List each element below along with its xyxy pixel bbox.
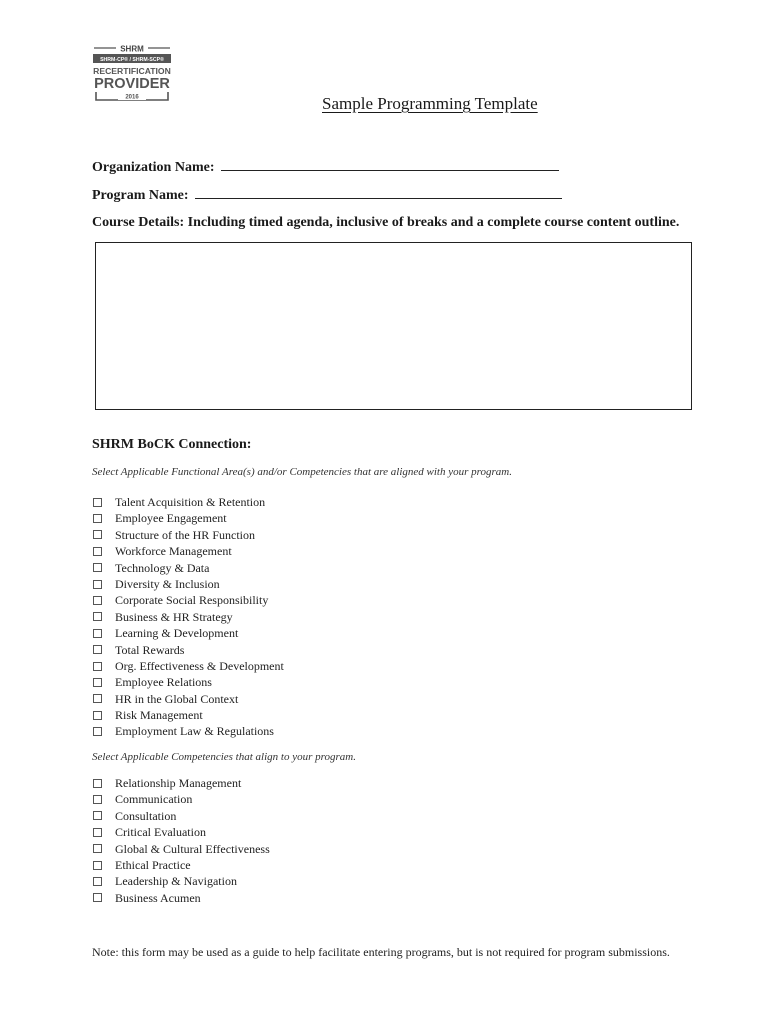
functional-area-item <box>92 625 284 641</box>
logo-provider-text: PROVIDER <box>94 76 170 92</box>
organization-name-field <box>92 158 559 176</box>
checkbox[interactable] <box>93 678 102 687</box>
checkbox[interactable] <box>93 844 102 853</box>
logo-shrm-text: SHRM <box>120 44 144 54</box>
page-title: Sample Programming Template <box>322 94 538 113</box>
checkbox[interactable] <box>93 530 102 539</box>
competency-item-label: Leadership & Navigation <box>115 874 237 889</box>
functional-area-item <box>92 592 284 608</box>
competency-item <box>92 791 270 807</box>
course-details-heading: Course Details: Including timed agenda, inclusive of breaks and a complete course content outline. <box>92 215 680 230</box>
functional-area-item-label: Technology & Data <box>115 560 210 575</box>
bock-connection-heading: SHRM BoCK Connection: <box>92 437 252 452</box>
functional-area-item <box>92 609 284 625</box>
functional-area-item-label: Workforce Management <box>115 544 232 559</box>
functional-area-item-label: Employee Engagement <box>115 511 227 526</box>
competency-item <box>92 824 270 840</box>
competency-item <box>92 873 270 889</box>
functional-area-item-label: HR in the Global Context <box>115 691 239 706</box>
functional-area-item-label: Total Rewards <box>115 642 185 657</box>
checkbox[interactable] <box>93 629 102 638</box>
checkbox[interactable] <box>93 645 102 654</box>
functional-area-item <box>92 642 284 658</box>
program-name-label: Program Name: <box>92 188 189 203</box>
competencies-list <box>92 775 270 906</box>
competency-item <box>92 775 270 791</box>
competency-item-label: Relationship Management <box>115 776 242 790</box>
shrm-recertification-provider-logo <box>88 44 176 106</box>
functional-area-item-label: Corporate Social Responsibility <box>115 593 269 608</box>
competencies-instruction: Select Applicable Competencies that align to your program. <box>92 751 356 763</box>
checkbox[interactable] <box>93 514 102 523</box>
checkbox[interactable] <box>93 662 102 671</box>
functional-area-item <box>92 674 284 690</box>
functional-area-item <box>92 527 284 543</box>
functional-area-item-label: Employment Law & Regulations <box>115 724 274 739</box>
competency-item-label: Consultation <box>115 808 177 823</box>
functional-area-item-label: Structure of the HR Function <box>115 527 255 542</box>
functional-area-item-label: Employee Relations <box>115 675 212 690</box>
functional-areas-instruction: Select Applicable Functional Area(s) and/or Competencies that are aligned with your program. <box>92 466 512 478</box>
functional-area-item <box>92 707 284 723</box>
functional-area-item <box>92 510 284 526</box>
functional-areas-list <box>92 494 284 740</box>
competency-item <box>92 890 270 906</box>
competency-item-label: Business Acumen <box>115 890 201 905</box>
functional-area-item <box>92 658 284 674</box>
checkbox[interactable] <box>93 694 102 703</box>
checkbox[interactable] <box>93 711 102 720</box>
competency-item <box>92 857 270 873</box>
checkbox[interactable] <box>93 727 102 736</box>
program-name-line <box>195 186 562 199</box>
checkbox[interactable] <box>93 811 102 820</box>
form-note: Note: this form may be used as a guide to help facilitate entering programs, but is not required for program submissions. <box>92 945 670 959</box>
checkbox[interactable] <box>93 612 102 621</box>
competency-item <box>92 841 270 857</box>
functional-area-item-label: Learning & Development <box>115 626 239 641</box>
checkbox[interactable] <box>93 877 102 886</box>
functional-area-item <box>92 543 284 559</box>
logo-recertification-text: RECERTIFICATION <box>93 66 171 76</box>
checkbox[interactable] <box>93 828 102 837</box>
checkbox[interactable] <box>93 547 102 556</box>
checkbox[interactable] <box>93 893 102 902</box>
checkbox[interactable] <box>93 580 102 589</box>
checkbox[interactable] <box>93 779 102 788</box>
checkbox[interactable] <box>93 795 102 804</box>
checkbox[interactable] <box>93 563 102 572</box>
functional-area-item-label: Business & HR Strategy <box>115 609 233 624</box>
competency-item-label: Communication <box>115 792 193 807</box>
competency-item <box>92 808 270 824</box>
course-details-box <box>95 242 692 410</box>
functional-area-item <box>92 691 284 707</box>
competency-item-label: Critical Evaluation <box>115 825 206 840</box>
functional-area-item <box>92 723 284 739</box>
checkbox[interactable] <box>93 498 102 507</box>
program-name-field <box>92 186 562 204</box>
functional-area-item-label: Risk Management <box>115 708 203 723</box>
checkbox[interactable] <box>93 861 102 870</box>
organization-name-line <box>221 158 559 171</box>
functional-area-item <box>92 494 284 510</box>
logo-badge-text: SHRM-CP® / SHRM-SCP® <box>100 57 164 63</box>
logo-year-text: 2016 <box>125 94 139 101</box>
checkbox[interactable] <box>93 596 102 605</box>
functional-area-item <box>92 576 284 592</box>
functional-area-item-label: Diversity & Inclusion <box>115 576 220 591</box>
functional-area-item <box>92 560 284 576</box>
functional-area-item-label: Talent Acquisition & Retention <box>115 495 266 509</box>
competency-item-label: Ethical Practice <box>115 857 191 872</box>
organization-name-label: Organization Name: <box>92 160 215 175</box>
functional-area-item-label: Org. Effectiveness & Development <box>115 658 284 673</box>
competency-item-label: Global & Cultural Effectiveness <box>115 841 270 856</box>
